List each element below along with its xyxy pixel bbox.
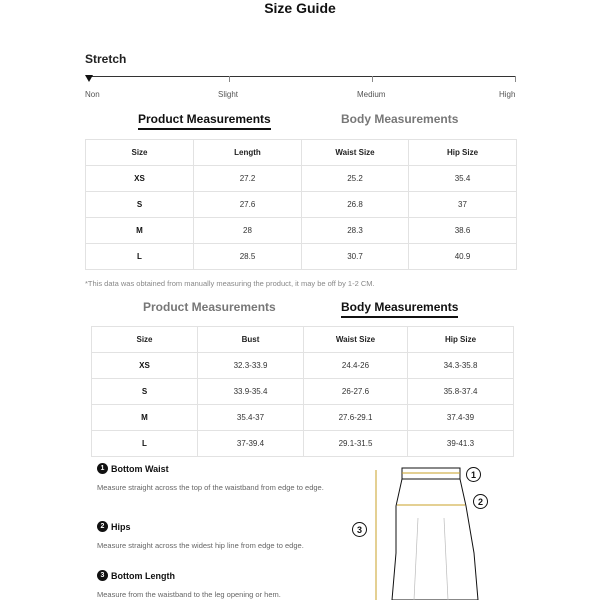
column-header: Waist Size <box>304 327 408 353</box>
measurement-note: *This data was obtained from manually measuring the product, it may be off by 1-2 CM. <box>85 279 375 288</box>
guide-description: Measure straight across the widest hip line from edge to edge. <box>97 541 304 550</box>
stretch-level-medium: Medium <box>357 90 386 99</box>
table-cell: 29.1-31.5 <box>304 431 408 457</box>
table-cell: 37 <box>409 192 517 218</box>
column-header: Hip Size <box>409 140 517 166</box>
tab-body-measurements[interactable]: Body Measurements <box>341 299 458 318</box>
table-cell: 34.3-35.8 <box>408 353 514 379</box>
table-cell: 26.8 <box>302 192 409 218</box>
stretch-tick-high <box>515 76 516 82</box>
table-cell: 33.9-35.4 <box>198 379 304 405</box>
column-header: Waist Size <box>302 140 409 166</box>
guide-bottom-length <box>97 570 337 600</box>
table-cell: 35.8-37.4 <box>408 379 514 405</box>
tab-product-measurements[interactable]: Product Measurements <box>143 300 276 314</box>
table-cell: 35.4-37 <box>198 405 304 431</box>
skirt-measurement-diagram <box>346 458 496 600</box>
table-cell: 30.7 <box>302 244 409 270</box>
table-row <box>86 244 517 270</box>
guide-description: Measure from the waistband to the leg opening or hem. <box>97 590 281 599</box>
guide-hips <box>97 521 337 551</box>
table-cell: 24.4-26 <box>304 353 408 379</box>
table-row <box>92 431 514 457</box>
number-1-icon: 1 <box>97 463 108 474</box>
table-cell: 27.2 <box>194 166 302 192</box>
column-header: Length <box>194 140 302 166</box>
table-header-row <box>92 327 514 353</box>
size-cell: XS <box>92 353 198 379</box>
size-cell: S <box>92 379 198 405</box>
table-cell: 28.3 <box>302 218 409 244</box>
stretch-tick-medium <box>372 76 373 82</box>
table-cell: 38.6 <box>409 218 517 244</box>
stretch-level-high: High <box>499 90 516 99</box>
table-cell: 37-39.4 <box>198 431 304 457</box>
skirt-body <box>392 479 478 600</box>
tab-product-measurements[interactable]: Product Measurements <box>138 111 271 130</box>
guide-title: Bottom Length <box>111 570 175 581</box>
table-cell: 27.6-29.1 <box>304 405 408 431</box>
size-cell: M <box>92 405 198 431</box>
stretch-label: Stretch <box>85 52 127 66</box>
column-header: Hip Size <box>408 327 514 353</box>
table-row <box>92 353 514 379</box>
table-cell: 35.4 <box>409 166 517 192</box>
table-cell: 39-41.3 <box>408 431 514 457</box>
stretch-tick-slight <box>229 76 230 82</box>
page-title: Size Guide <box>264 0 336 16</box>
stretch-scale <box>88 76 516 77</box>
callout-2-icon: 2 <box>473 494 488 509</box>
table-cell: 32.3-33.9 <box>198 353 304 379</box>
callout-1-icon: 1 <box>466 467 481 482</box>
tab-body-measurements[interactable]: Body Measurements <box>341 112 459 126</box>
size-cell: M <box>86 218 194 244</box>
table-row <box>86 166 517 192</box>
table-cell: 25.2 <box>302 166 409 192</box>
column-header: Size <box>86 140 194 166</box>
size-cell: XS <box>86 166 194 192</box>
guide-bottom-waist <box>97 463 337 493</box>
table-cell: 37.4-39 <box>408 405 514 431</box>
size-cell: S <box>86 192 194 218</box>
stretch-marker-icon <box>85 75 93 82</box>
table-row <box>86 218 517 244</box>
size-cell: L <box>86 244 194 270</box>
table-row <box>86 192 517 218</box>
table-cell: 27.6 <box>194 192 302 218</box>
size-cell: L <box>92 431 198 457</box>
column-header: Bust <box>198 327 304 353</box>
table-row <box>92 379 514 405</box>
guide-title: Hips <box>111 521 131 532</box>
table-cell: 28 <box>194 218 302 244</box>
stretch-level-slight: Slight <box>218 90 239 99</box>
table-cell: 40.9 <box>409 244 517 270</box>
callout-3-icon: 3 <box>352 522 367 537</box>
body-measurements-table <box>91 326 514 457</box>
guide-description: Measure straight across the top of the waistband from edge to edge. <box>97 483 324 492</box>
table-cell: 28.5 <box>194 244 302 270</box>
product-measurements-table <box>85 139 517 270</box>
measurement-tabs-body <box>0 299 600 319</box>
table-cell: 26-27.6 <box>304 379 408 405</box>
table-header-row <box>86 140 517 166</box>
table-row <box>92 405 514 431</box>
measurement-tabs-product <box>0 111 600 131</box>
column-header: Size <box>92 327 198 353</box>
number-3-icon: 3 <box>97 570 108 581</box>
stretch-level-non: Non <box>85 90 100 99</box>
number-2-icon: 2 <box>97 521 108 532</box>
guide-title: Bottom Waist <box>111 463 169 474</box>
